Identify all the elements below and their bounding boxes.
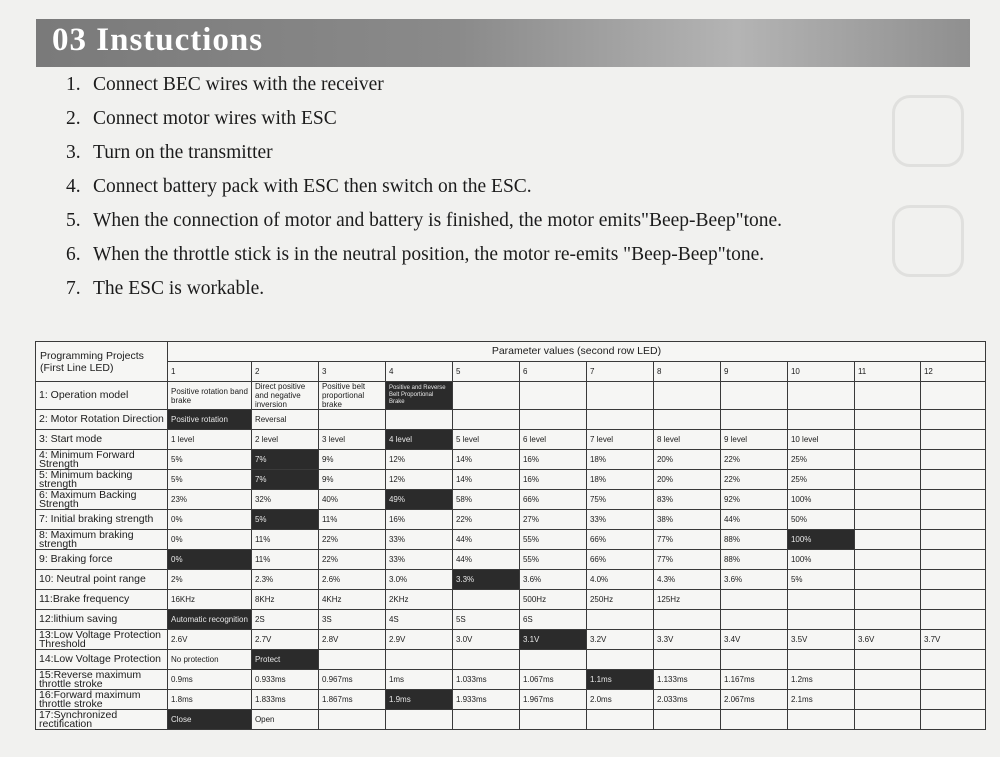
parameter-value-cell (519, 710, 586, 730)
parameter-value-cell: Positive and Reverse Belt Proportional Brake (385, 382, 452, 410)
programming-project-label: 6: Maximum Backing Strength (36, 490, 168, 510)
parameter-value-cell: 3.6% (720, 570, 787, 590)
parameter-value-cell (787, 650, 854, 670)
parameter-value-cell (920, 670, 985, 690)
parameter-value-cell: 3.1V (519, 630, 586, 650)
parameter-value-cell: 14% (452, 450, 519, 470)
parameter-value-cell: 4S (385, 610, 452, 630)
parameter-value-cell (854, 550, 920, 570)
parameter-value-cell (653, 650, 720, 670)
column-number: 7 (586, 362, 653, 382)
parameter-value-cell: 1.033ms (452, 670, 519, 690)
instruction-step (66, 138, 782, 172)
table-row (36, 470, 986, 490)
parameter-value-cell (452, 710, 519, 730)
parameter-value-cell: 8KHz (251, 590, 318, 610)
parameter-value-cell (920, 550, 985, 570)
step-number: 7. (66, 278, 81, 299)
parameter-value-cell: 500Hz (519, 590, 586, 610)
parameter-value-cell: 5% (168, 450, 252, 470)
parameter-value-cell: 7% (251, 450, 318, 470)
step-number: 5. (66, 210, 81, 231)
table-row (36, 530, 986, 550)
parameter-value-cell: 0.933ms (251, 670, 318, 690)
table-row (36, 490, 986, 510)
parameter-value-cell (452, 410, 519, 430)
background-mark (892, 95, 964, 167)
parameter-value-cell (385, 710, 452, 730)
parameter-value-cell: 44% (452, 530, 519, 550)
parameter-value-cell (787, 382, 854, 410)
parameter-value-cell: 250Hz (586, 590, 653, 610)
parameter-value-cell: 66% (586, 550, 653, 570)
parameter-value-cell (653, 382, 720, 410)
section-title: 03 Instuctions (52, 22, 264, 58)
parameter-value-cell: 66% (519, 490, 586, 510)
parameter-value-cell: 1.9ms (385, 690, 452, 710)
column-number: 4 (385, 362, 452, 382)
parameter-value-cell (653, 410, 720, 430)
parameter-value-cell: 49% (385, 490, 452, 510)
parameter-value-cell (920, 490, 985, 510)
parameter-value-cell: 1.1ms (586, 670, 653, 690)
parameter-value-cell: 3.6V (854, 630, 920, 650)
parameter-value-cell: 1.967ms (519, 690, 586, 710)
parameter-value-cell: 2.1ms (787, 690, 854, 710)
corner-line1: Programming Projects (40, 349, 144, 362)
parameter-value-cell (854, 710, 920, 730)
parameter-value-cell (787, 410, 854, 430)
parameter-value-cell: 1.167ms (720, 670, 787, 690)
parameter-value-cell: 44% (452, 550, 519, 570)
parameter-value-cell: 1.867ms (318, 690, 385, 710)
parameter-value-cell: 12% (385, 470, 452, 490)
parameter-value-cell: 92% (720, 490, 787, 510)
step-number: 3. (66, 142, 81, 163)
programming-project-label: 16:Forward maximum throttle stroke (36, 690, 168, 710)
programming-project-label: 1: Operation model (36, 382, 168, 410)
step-number: 1. (66, 74, 81, 95)
parameter-value-cell (787, 710, 854, 730)
parameter-value-cell: 2.0ms (586, 690, 653, 710)
parameter-value-cell (720, 590, 787, 610)
parameter-value-cell: 5% (787, 570, 854, 590)
parameter-value-cell (920, 510, 985, 530)
parameter-value-cell: 6 level (519, 430, 586, 450)
parameter-value-cell: 100% (787, 490, 854, 510)
parameter-value-cell: 2.3% (251, 570, 318, 590)
programming-project-label: 13:Low Voltage Protection Threshold (36, 630, 168, 650)
parameter-value-cell: 20% (653, 450, 720, 470)
column-number: 8 (653, 362, 720, 382)
parameter-value-cell: 88% (720, 550, 787, 570)
step-text: Connect motor wires with ESC (93, 108, 337, 129)
parameter-value-cell: 9% (318, 450, 385, 470)
parameter-value-cell: 3.3% (452, 570, 519, 590)
parameter-value-cell (653, 610, 720, 630)
parameter-value-cell (318, 710, 385, 730)
table-row (36, 510, 986, 530)
parameter-value-cell (920, 410, 985, 430)
parameter-value-cell: 7% (251, 470, 318, 490)
parameter-value-cell (854, 382, 920, 410)
parameter-value-cell: 77% (653, 530, 720, 550)
parameter-value-cell (318, 650, 385, 670)
step-text: Turn on the transmitter (93, 142, 273, 163)
parameter-value-cell (519, 410, 586, 430)
parameter-value-cell: Automatic recognition (168, 610, 252, 630)
parameter-value-cell: 40% (318, 490, 385, 510)
table-row (36, 650, 986, 670)
programming-project-label: 12:lithium saving (36, 610, 168, 630)
parameter-value-cell: 20% (653, 470, 720, 490)
programming-project-label: 2: Motor Rotation Direction (36, 410, 168, 430)
parameter-value-cell: 0% (168, 530, 252, 550)
programming-project-label: 4: Minimum Forward Strength (36, 450, 168, 470)
parameter-value-cell: 22% (452, 510, 519, 530)
parameter-value-cell: 0% (168, 550, 252, 570)
column-number: 10 (787, 362, 854, 382)
parameter-value-cell: 1ms (385, 670, 452, 690)
parameter-values-header: Parameter values (second row LED) (168, 342, 986, 362)
column-number: 2 (251, 362, 318, 382)
parameter-value-cell (318, 410, 385, 430)
parameter-value-cell: 14% (452, 470, 519, 490)
parameter-value-cell: 16% (519, 450, 586, 470)
column-number: 6 (519, 362, 586, 382)
parameter-value-cell: 2S (251, 610, 318, 630)
parameter-value-cell: Positive rotation (168, 410, 252, 430)
parameter-value-cell (452, 650, 519, 670)
table-corner-header (36, 342, 168, 382)
parameter-value-cell (385, 650, 452, 670)
parameter-value-cell: 22% (720, 470, 787, 490)
parameter-value-cell: 2% (168, 570, 252, 590)
parameter-value-cell: Open (251, 710, 318, 730)
parameter-value-cell: 33% (586, 510, 653, 530)
parameter-value-cell (586, 610, 653, 630)
parameter-value-cell (854, 650, 920, 670)
parameter-value-cell (854, 570, 920, 590)
step-number: 6. (66, 244, 81, 265)
parameter-value-cell (854, 490, 920, 510)
parameter-value-cell: 3.5V (787, 630, 854, 650)
programming-project-label: 17:Synchronized rectification (36, 710, 168, 730)
parameter-value-cell: 11% (251, 550, 318, 570)
parameter-value-cell: 50% (787, 510, 854, 530)
parameter-value-cell: 3S (318, 610, 385, 630)
table-row (36, 410, 986, 430)
parameter-value-cell: 0% (168, 510, 252, 530)
parameter-value-cell: 23% (168, 490, 252, 510)
parameter-value-cell: 2.9V (385, 630, 452, 650)
parameter-value-cell (920, 570, 985, 590)
table-row (36, 610, 986, 630)
parameter-value-cell: 1.133ms (653, 670, 720, 690)
parameter-value-cell: 4 level (385, 430, 452, 450)
table-row (36, 430, 986, 450)
step-number: 4. (66, 176, 81, 197)
parameter-value-cell: 88% (720, 530, 787, 550)
parameter-value-cell: 75% (586, 490, 653, 510)
parameter-value-cell: 2.7V (251, 630, 318, 650)
step-number: 2. (66, 108, 81, 129)
parameter-value-cell: 2.8V (318, 630, 385, 650)
parameter-value-cell: 4.0% (586, 570, 653, 590)
parameter-value-cell: 1.933ms (452, 690, 519, 710)
parameter-value-cell (720, 710, 787, 730)
parameter-value-cell: 0.967ms (318, 670, 385, 690)
parameter-value-cell (920, 710, 985, 730)
parameter-value-cell: 2.6V (168, 630, 252, 650)
parameter-value-cell: 3.0% (385, 570, 452, 590)
step-text: Connect battery pack with ESC then switch on the ESC. (93, 176, 532, 197)
parameter-value-cell: 55% (519, 530, 586, 550)
parameter-value-cell: 22% (318, 550, 385, 570)
parameter-value-cell: 100% (787, 530, 854, 550)
parameter-value-cell (854, 450, 920, 470)
parameter-value-cell (720, 610, 787, 630)
instruction-step (66, 70, 782, 104)
parameter-value-cell (653, 710, 720, 730)
parameter-value-cell: 27% (519, 510, 586, 530)
parameter-value-cell: 2KHz (385, 590, 452, 610)
programming-project-label: 9: Braking force (36, 550, 168, 570)
parameter-value-cell: 16% (519, 470, 586, 490)
parameter-value-cell: 2.067ms (720, 690, 787, 710)
parameter-value-cell (920, 610, 985, 630)
parameter-value-cell (385, 410, 452, 430)
parameter-value-cell (854, 410, 920, 430)
parameter-value-cell: 5% (251, 510, 318, 530)
parameter-value-cell: 33% (385, 550, 452, 570)
parameter-value-cell: 38% (653, 510, 720, 530)
parameter-value-cell (519, 650, 586, 670)
programming-project-label: 5: Minimum backing strength (36, 470, 168, 490)
parameter-value-cell: 11% (251, 530, 318, 550)
parameter-value-cell: 22% (720, 450, 787, 470)
parameter-value-cell (787, 590, 854, 610)
parameter-value-cell (452, 590, 519, 610)
parameter-value-cell: 3.2V (586, 630, 653, 650)
parameter-value-cell: 83% (653, 490, 720, 510)
column-number: 1 (168, 362, 252, 382)
parameter-value-cell: 1.8ms (168, 690, 252, 710)
parameter-value-cell: 0.9ms (168, 670, 252, 690)
parameter-value-cell (854, 690, 920, 710)
parameter-value-cell: 7 level (586, 430, 653, 450)
column-number: 12 (920, 362, 985, 382)
column-number: 9 (720, 362, 787, 382)
table-row (36, 590, 986, 610)
parameter-value-cell (920, 450, 985, 470)
parameter-value-cell (920, 430, 985, 450)
parameter-value-cell: 125Hz (653, 590, 720, 610)
step-text: When the throttle stick is in the neutral position, the motor re-emits "Beep-Beep"tone. (93, 244, 765, 265)
parameter-value-cell (854, 470, 920, 490)
parameter-value-cell: 22% (318, 530, 385, 550)
parameter-value-cell (854, 510, 920, 530)
parameter-value-cell: 16% (385, 510, 452, 530)
table-row (36, 630, 986, 650)
parameter-value-cell (920, 530, 985, 550)
instruction-step (66, 172, 782, 206)
instruction-step (66, 274, 782, 308)
column-number: 3 (318, 362, 385, 382)
instruction-step (66, 104, 782, 138)
parameter-value-cell: 4.3% (653, 570, 720, 590)
parameter-value-cell (586, 410, 653, 430)
parameter-value-cell: 16KHz (168, 590, 252, 610)
instruction-step (66, 206, 782, 240)
programming-project-label: 11:Brake frequency (36, 590, 168, 610)
table-row (36, 670, 986, 690)
parameter-value-cell: 3.7V (920, 630, 985, 650)
parameter-value-cell: 25% (787, 470, 854, 490)
parameter-value-cell: 3.4V (720, 630, 787, 650)
column-number: 5 (452, 362, 519, 382)
parameter-value-cell: Positive rotation band brake (168, 382, 252, 410)
parameter-value-cell (586, 710, 653, 730)
programming-project-label: 10: Neutral point range (36, 570, 168, 590)
parameter-value-cell: 5 level (452, 430, 519, 450)
parameter-value-cell: Protect (251, 650, 318, 670)
parameter-value-cell (787, 610, 854, 630)
table-row (36, 550, 986, 570)
programming-project-label: 3: Start mode (36, 430, 168, 450)
parameter-value-cell: 6S (519, 610, 586, 630)
parameter-value-cell: 18% (586, 470, 653, 490)
programming-project-label: 7: Initial braking strength (36, 510, 168, 530)
parameter-value-cell (920, 590, 985, 610)
parameter-value-cell: 100% (787, 550, 854, 570)
parameter-value-cell (519, 382, 586, 410)
parameter-value-cell (920, 690, 985, 710)
parameter-value-cell (586, 382, 653, 410)
parameter-value-cell: 5% (168, 470, 252, 490)
parameter-value-cell (720, 650, 787, 670)
table-row (36, 450, 986, 470)
parameter-value-cell: 2.033ms (653, 690, 720, 710)
parameter-value-cell: 9 level (720, 430, 787, 450)
parameter-value-cell: 25% (787, 450, 854, 470)
parameter-value-cell (920, 650, 985, 670)
programming-project-label: 15:Reverse maximum throttle stroke (36, 670, 168, 690)
parameter-value-cell: 32% (251, 490, 318, 510)
parameter-value-cell: 44% (720, 510, 787, 530)
programming-project-label: 8: Maximum braking strength (36, 530, 168, 550)
parameter-value-cell: 12% (385, 450, 452, 470)
parameter-value-cell: 18% (586, 450, 653, 470)
instruction-step (66, 240, 782, 274)
table-row (36, 710, 986, 730)
parameter-value-cell: 3.0V (452, 630, 519, 650)
parameter-value-cell (854, 610, 920, 630)
parameter-value-cell: 5S (452, 610, 519, 630)
step-text: When the connection of motor and battery is finished, the motor emits"Beep-Beep"tone. (93, 210, 783, 231)
parameter-value-cell: 33% (385, 530, 452, 550)
table-row (36, 690, 986, 710)
parameter-value-cell: 1.2ms (787, 670, 854, 690)
parameter-value-cell: 3 level (318, 430, 385, 450)
corner-line2: (First Line LED) (40, 361, 114, 374)
parameter-value-cell (854, 590, 920, 610)
parameter-value-cell: 1.833ms (251, 690, 318, 710)
parameter-value-cell (854, 670, 920, 690)
parameter-value-cell: No protection (168, 650, 252, 670)
parameter-value-cell (854, 430, 920, 450)
parameter-value-cell: 3.3V (653, 630, 720, 650)
column-number: 11 (854, 362, 920, 382)
parameter-value-cell (452, 382, 519, 410)
parameter-value-cell (720, 410, 787, 430)
parameter-value-cell (920, 382, 985, 410)
parameter-value-cell: Close (168, 710, 252, 730)
programming-table (35, 341, 986, 730)
parameter-value-cell (920, 470, 985, 490)
step-text: The ESC is workable. (93, 278, 265, 299)
background-mark (892, 205, 964, 277)
parameter-value-cell: 2.6% (318, 570, 385, 590)
section-header (36, 19, 970, 67)
instruction-list (66, 70, 782, 308)
parameter-value-cell: 10 level (787, 430, 854, 450)
parameter-value-cell: 2 level (251, 430, 318, 450)
parameter-value-cell (586, 650, 653, 670)
parameter-value-cell (854, 530, 920, 550)
programming-project-label: 14:Low Voltage Protection (36, 650, 168, 670)
parameter-value-cell: Reversal (251, 410, 318, 430)
parameter-value-cell: 1.067ms (519, 670, 586, 690)
parameter-value-cell: 3.6% (519, 570, 586, 590)
parameter-value-cell: 4KHz (318, 590, 385, 610)
parameter-value-cell (720, 382, 787, 410)
table-row (36, 382, 986, 410)
parameter-value-cell: 8 level (653, 430, 720, 450)
parameter-value-cell: Direct positive and negative inversion (251, 382, 318, 410)
parameter-value-cell: 11% (318, 510, 385, 530)
parameter-value-cell: 77% (653, 550, 720, 570)
parameter-value-cell: 66% (586, 530, 653, 550)
step-text: Connect BEC wires with the receiver (93, 74, 384, 95)
parameter-value-cell: 1 level (168, 430, 252, 450)
parameter-value-cell: 55% (519, 550, 586, 570)
parameter-value-cell: 58% (452, 490, 519, 510)
parameter-value-cell: 9% (318, 470, 385, 490)
parameter-value-cell: Positive belt proportional brake (318, 382, 385, 410)
table-row (36, 570, 986, 590)
